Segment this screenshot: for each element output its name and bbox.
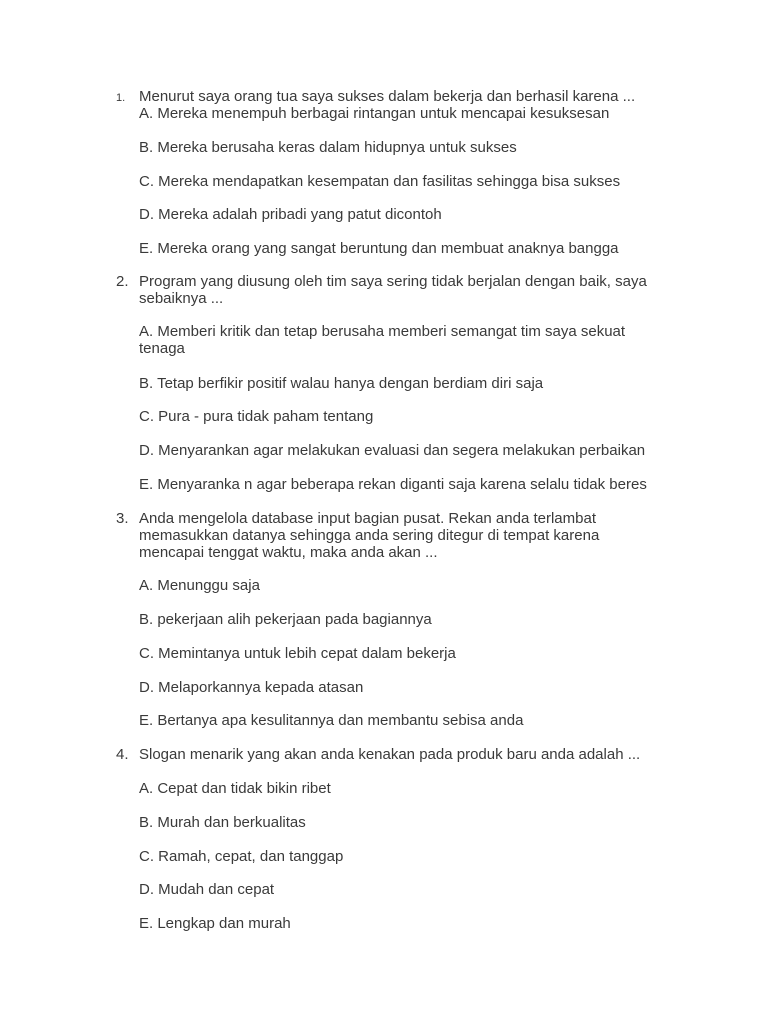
question-text: Program yang diusung oleh tim saya sering tidak berjalan dengan baik, saya sebaiknya ... <box>139 273 647 307</box>
question-text: Slogan menarik yang akan anda kenakan pada produk baru anda adalah ... <box>139 746 641 763</box>
question-number: 3. <box>116 510 129 527</box>
option-e: E. Mereka orang yang sangat beruntung dan membuat anaknya bangga <box>139 240 619 257</box>
question-number: 1. <box>116 92 126 104</box>
question-number: 2. <box>116 273 129 290</box>
question-text: Anda mengelola database input bagian pusat. Rekan anda terlambat memasukkan datanya sehingga anda sering ditegur di tempat karena mencapai tenggat waktu, maka anda akan ... <box>139 510 600 561</box>
option-d: D. Melaporkannya kepada atasan <box>139 679 364 696</box>
option-d: D. Mereka adalah pribadi yang patut dicontoh <box>139 206 442 223</box>
option-a: A. Mereka menempuh berbagai rintangan untuk mencapai kesuksesan <box>139 105 610 122</box>
option-b: B. pekerjaan alih pekerjaan pada bagiannya <box>139 611 432 628</box>
option-e: E. Lengkap dan murah <box>139 915 291 932</box>
option-b: B. Murah dan berkualitas <box>139 814 306 831</box>
option-a: A. Memberi kritik dan tetap berusaha memberi semangat tim saya sekuat tenaga <box>139 323 626 357</box>
option-b: B. Tetap berfikir positif walau hanya dengan berdiam diri saja <box>139 375 544 392</box>
option-c: C. Memintanya untuk lebih cepat dalam bekerja <box>139 645 456 662</box>
option-c: C. Pura - pura tidak paham tentang <box>139 408 374 425</box>
question-text: Menurut saya orang tua saya sukses dalam bekerja dan berhasil karena ... <box>139 88 636 105</box>
question-number: 4. <box>116 746 129 763</box>
option-d: D. Menyarankan agar melakukan evaluasi dan segera melakukan perbaikan <box>139 442 646 459</box>
option-c: C. Ramah, cepat, dan tanggap <box>139 848 344 865</box>
option-e: E. Menyaranka n agar beberapa rekan diganti saja karena selalu tidak beres <box>139 476 647 493</box>
option-c: C. Mereka mendapatkan kesempatan dan fasilitas sehingga bisa sukses <box>139 173 621 190</box>
option-b: B. Mereka berusaha keras dalam hidupnya untuk sukses <box>139 139 517 156</box>
option-d: D. Mudah dan cepat <box>139 881 275 898</box>
option-a: A. Menunggu saja <box>139 577 260 594</box>
option-a: A. Cepat dan tidak bikin ribet <box>139 780 331 797</box>
option-e: E. Bertanya apa kesulitannya dan membantu sebisa anda <box>139 712 524 729</box>
